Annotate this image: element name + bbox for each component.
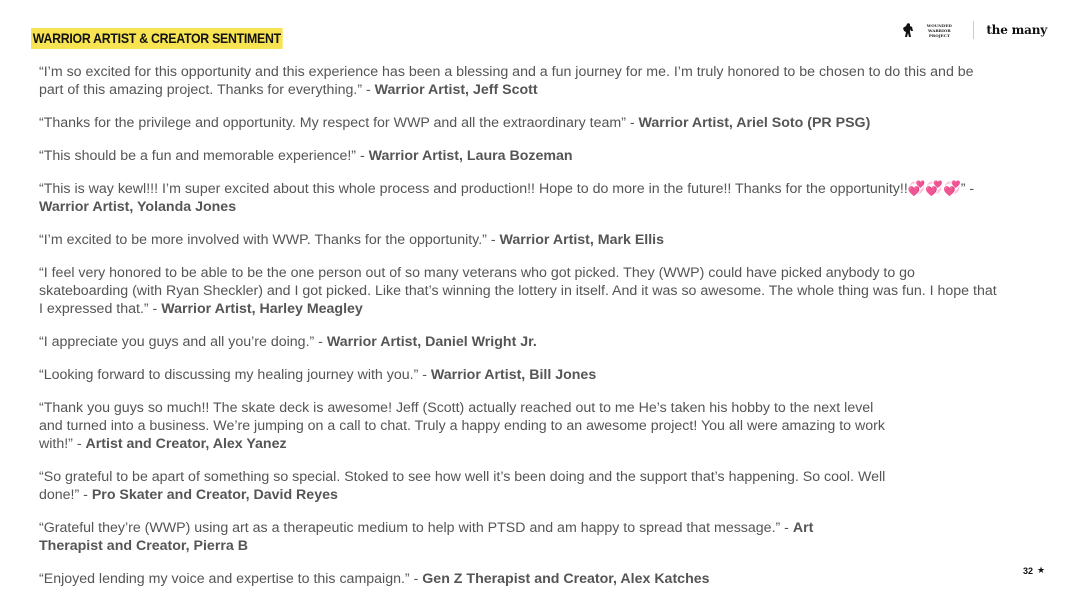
quote-author: Warrior Artist, Daniel Wright Jr. bbox=[326, 334, 537, 350]
quote-item bbox=[39, 231, 999, 249]
page-title: WARRIOR ARTIST & CREATOR SENTIMENT bbox=[31, 28, 283, 49]
quote-text: “Looking forward to discussing my healing journey with you.” - bbox=[39, 367, 431, 383]
quote-author: Artist and Creator, Alex Yanez bbox=[85, 436, 287, 452]
quote-item bbox=[39, 399, 889, 453]
quote-text: “I feel very honored to be able to be the one person out of so many veterans who got picked. They (WWP) could have picked anybody to go skateboarding (with Ryan Sheckler) and I got picked. Like that’s winning the lottery in itself. And it was so awesome. The whole thing was fun. I hope that I expressed that.” - bbox=[39, 265, 997, 317]
quote-item bbox=[39, 519, 869, 555]
quote-item bbox=[39, 264, 999, 318]
quote-text: “This should be a fun and memorable experience!” - bbox=[39, 148, 369, 164]
quote-text: “Thank you guys so much!! The skate deck is awesome! Jeff (Scott) actually reached out to me He’s taken his hobby to the next level and turned into a business. We’re jumping on a call to chat. Truly a happy ending to an awesome project! You all were amazing to work with!” - bbox=[39, 400, 885, 452]
star-icon: ★ bbox=[1037, 565, 1046, 575]
quote-item bbox=[39, 114, 999, 132]
quote-text: “I’m so excited for this opportunity and this experience has been a blessing and a fun journey for me. I’m truly honored to be chosen to do this and be part of this amazing project. Thanks for everything.” - bbox=[39, 64, 974, 98]
quote-author: Warrior Artist, Mark Ellis bbox=[499, 232, 665, 248]
quote-author: Pro Skater and Creator, David Reyes bbox=[91, 487, 338, 503]
quote-author: Warrior Artist, Harley Meagley bbox=[161, 301, 363, 317]
quote-author: Warrior Artist, Jeff Scott bbox=[374, 82, 538, 98]
quote-item bbox=[39, 180, 999, 216]
quote-item bbox=[39, 366, 999, 384]
quote-text: “I appreciate you guys and all you’re doing.” - bbox=[39, 334, 327, 350]
quote-text: “So grateful to be apart of something so special. Stoked to see how well it’s been doing and the support that’s happening. So cool. Well done!” - bbox=[39, 469, 886, 503]
quote-author: Art Therapist and Creator, Pierra B bbox=[39, 520, 814, 554]
quote-text: “Enjoyed lending my voice and expertise to this campaign.” - bbox=[39, 571, 423, 587]
quote-text: “Thanks for the privilege and opportunity. My respect for WWP and all the extraordinary team” - bbox=[39, 115, 639, 131]
soldier-silhouette-icon bbox=[903, 23, 914, 37]
quote-author: Gen Z Therapist and Creator, Alex Katches bbox=[422, 571, 710, 587]
quote-item bbox=[39, 147, 999, 165]
logo-divider bbox=[973, 21, 974, 39]
quote-author: Warrior Artist, Laura Bozeman bbox=[368, 148, 573, 164]
quote-author: Warrior Artist, Yolanda Jones bbox=[39, 199, 237, 215]
wwp-logo bbox=[903, 23, 973, 38]
quote-text: “I’m excited to be more involved with WWP. Thanks for the opportunity.” - bbox=[39, 232, 500, 248]
quote-item bbox=[39, 570, 999, 588]
wwp-logo-text: WOUNDED WARRIOR PROJECT bbox=[926, 22, 952, 38]
quote-text: “This is way kewl!!! I’m super excited about this whole process and production!! Hope to do more in the future!! Thanks for the opportunity!!💞💞💞” - bbox=[39, 181, 975, 197]
quote-author: Warrior Artist, Ariel Soto (PR PSG) bbox=[638, 115, 871, 131]
quote-item bbox=[39, 468, 909, 504]
the-many-logo: the many bbox=[986, 23, 1047, 37]
logo-bar bbox=[903, 20, 1047, 40]
quote-item bbox=[39, 63, 999, 99]
page-number-text: 32 bbox=[1023, 565, 1034, 576]
quote-author: Warrior Artist, Bill Jones bbox=[430, 367, 597, 383]
quote-item bbox=[39, 333, 999, 351]
quote-list bbox=[39, 63, 999, 603]
page-number bbox=[1023, 565, 1045, 576]
quote-text: “Grateful they’re (WWP) using art as a therapeutic medium to help with PTSD and am happy to spread that message.” - bbox=[39, 520, 793, 536]
